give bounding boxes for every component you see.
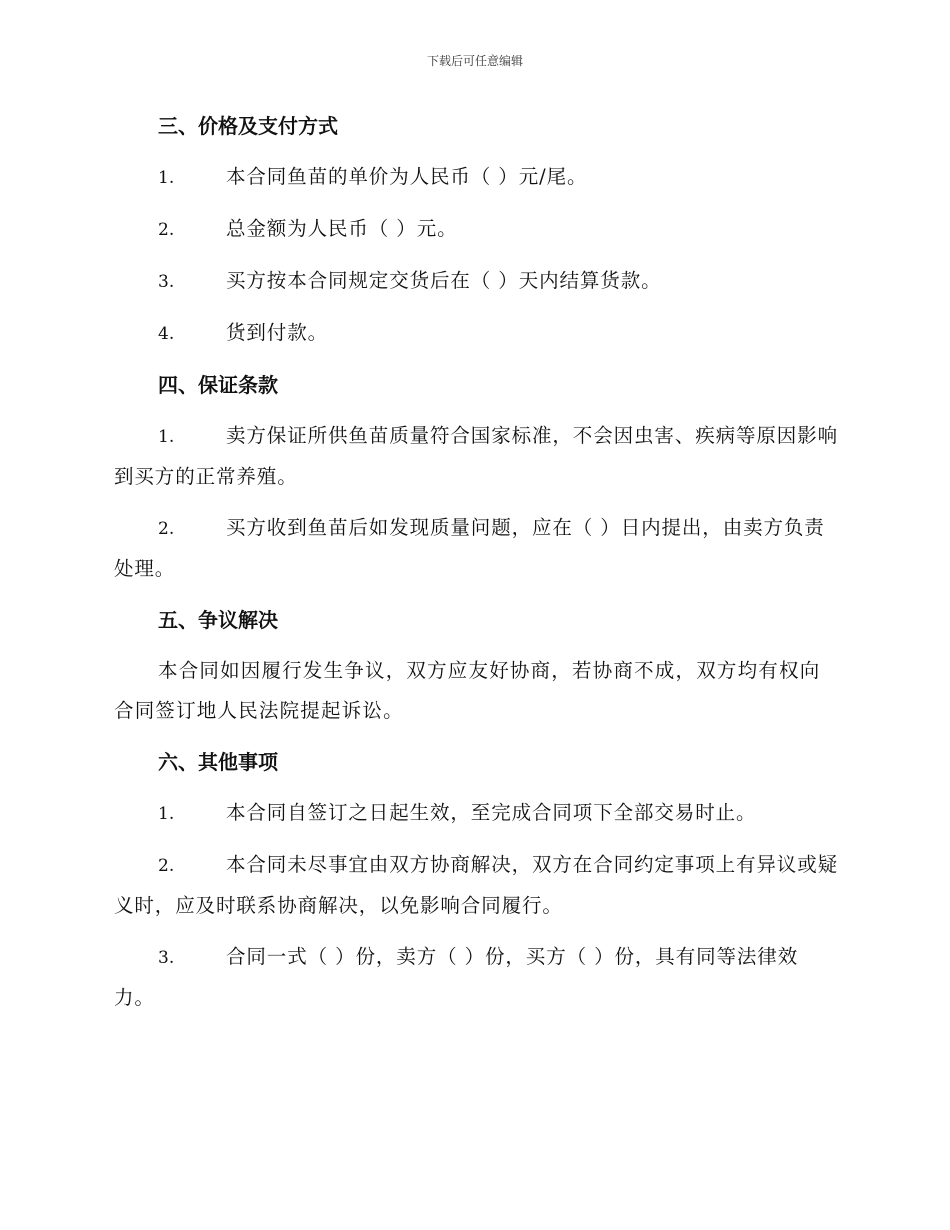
clause-text: 卖方保证所供鱼苗质量符合国家标准，不会因虫害、疾病等原因影响到买方的正常养殖。 xyxy=(114,424,839,488)
clause-item xyxy=(114,793,838,834)
section-heading-other-matters: 六、其他事项 xyxy=(158,750,278,774)
clause-text: 买方收到鱼苗后如发现质量问题，应在（ ）日内提出，由卖方负责处理。 xyxy=(114,516,825,580)
clause-number: 2. xyxy=(158,519,175,539)
clause-number: 3. xyxy=(158,948,175,968)
clause-text: 买方按本合同规定交货后在（ ）天内结算货款。 xyxy=(226,269,662,292)
clause-text: 本合同自签订之日起生效，至完成合同项下全部交易时止。 xyxy=(226,801,757,824)
section-heading-price-payment: 三、价格及支付方式 xyxy=(158,114,338,138)
clause-item xyxy=(114,845,838,926)
clause-text: 本合同鱼苗的单价为人民币（ ）元/尾。 xyxy=(226,165,588,188)
clause-number: 1. xyxy=(158,804,175,824)
clause-number: 1. xyxy=(158,427,175,447)
clause-item xyxy=(114,261,838,302)
clause-text: 总金额为人民币（ ）元。 xyxy=(226,217,458,240)
clause-number: 4. xyxy=(158,324,175,344)
clause-item xyxy=(114,416,838,497)
clause-number: 2. xyxy=(158,856,175,876)
clause-number: 1. xyxy=(158,168,175,188)
document-body xyxy=(114,106,838,1029)
section-heading-warranty: 四、保证条款 xyxy=(158,373,278,397)
clause-number: 3. xyxy=(158,272,175,292)
clause-item xyxy=(114,209,838,250)
clause-item xyxy=(114,313,838,354)
clause-item xyxy=(114,157,838,198)
section-heading-dispute: 五、争议解决 xyxy=(158,608,278,632)
clause-number: 2. xyxy=(158,220,175,240)
dispute-paragraph: 本合同如因履行发生争议，双方应友好协商，若协商不成，双方均有权向合同签订地人民法院提起诉讼。 xyxy=(114,659,821,722)
clause-text: 本合同未尽事宜由双方协商解决，双方在合同约定事项上有异议或疑义时，应及时联系协商解决，以免影响合同履行。 xyxy=(114,853,839,917)
page-header: 下载后可任意编辑 xyxy=(426,54,523,68)
clause-item xyxy=(114,508,838,589)
clause-text: 合同一式（ ）份，卖方（ ）份，买方（ ）份，具有同等法律效力。 xyxy=(114,945,799,1009)
clause-text: 货到付款。 xyxy=(226,321,329,344)
clause-item xyxy=(114,937,838,1018)
